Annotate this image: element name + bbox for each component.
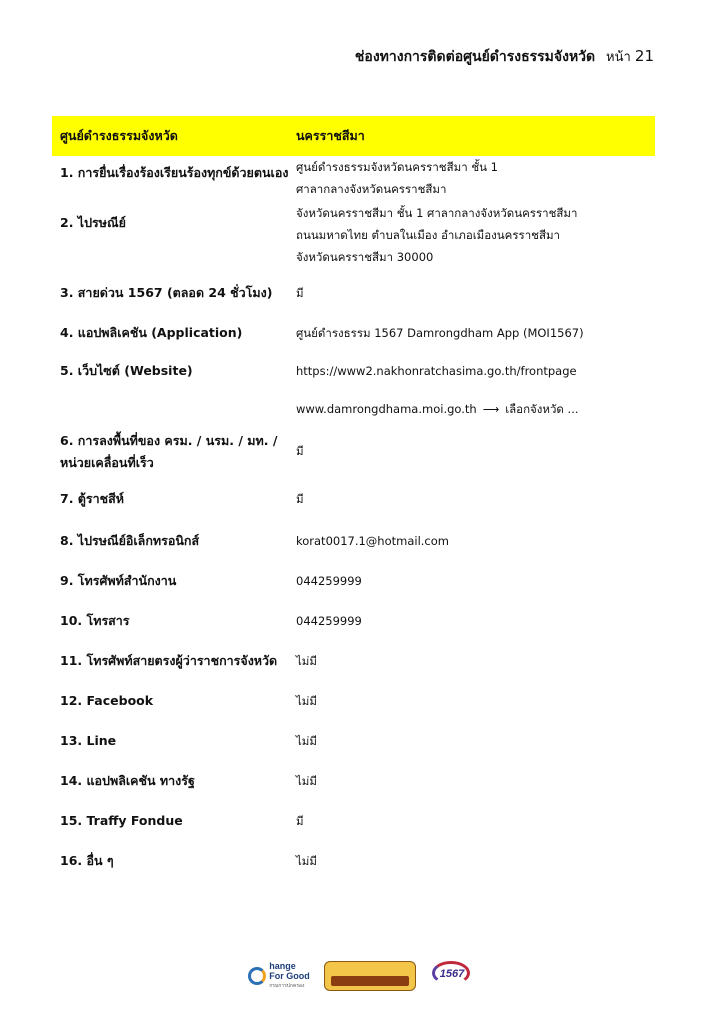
row-label: 1. การยื่นเรื่องร้องเรียนร้องทุกข์ด้วยตนเอง [60, 165, 289, 180]
change-for-good-logo: hange For Good กรมการปกครอง [248, 961, 310, 991]
row-value: มี [296, 814, 304, 828]
row-label: 2. ไปรษณีย์ [60, 215, 126, 230]
table-row [52, 268, 655, 314]
header-label: ศูนย์ดำรงธรรมจังหวัด [52, 116, 296, 156]
row-value: ไม่มี [296, 654, 317, 668]
table-row [52, 420, 655, 474]
row-label [52, 390, 296, 420]
row-value-line: จังหวัดนครราชสีมา 30000 [296, 250, 434, 264]
row-label: 4. แอปพลิเคชัน (Application) [60, 325, 243, 340]
row-value [296, 200, 655, 268]
row-value-line: จังหวัดนครราชสีมา ชั้น 1 ศาลากลางจังหวัดนครราชสีมา [296, 206, 578, 220]
row-label: 3. สายด่วน 1567 (ตลอด 24 ชั่วโมง) [60, 285, 273, 300]
row-label: 10. โทรสาร [60, 613, 130, 628]
row-value[interactable]: korat0017.1@hotmail.com [296, 534, 449, 548]
table-header-row [52, 116, 655, 156]
row-value [296, 390, 655, 420]
page-indicator [606, 47, 654, 65]
page-number: 21 [634, 47, 654, 65]
row-label-line: หน่วยเคลื่อนที่เร็ว [60, 455, 154, 470]
row-value: ไม่มี [296, 694, 317, 708]
row-label: 12. Facebook [60, 693, 154, 708]
table-row [52, 156, 655, 200]
table-row [52, 720, 655, 760]
table-row [52, 390, 655, 420]
footer-logos [0, 958, 724, 994]
header-value: นครราชสีมา [296, 116, 655, 156]
bamrung-suk-logo [324, 961, 416, 991]
table-row [52, 314, 655, 352]
row-label-line: 6. การลงพื้นที่ของ ครม. / นรม. / มท. / [60, 433, 278, 448]
page-header [355, 46, 654, 68]
row-label: 7. ตู้ราชสีห์ [60, 491, 125, 506]
row-label: 14. แอปพลิเคชัน ทางรัฐ [60, 773, 195, 788]
row-label: 16. อื่น ๆ [60, 853, 114, 868]
website-link[interactable]: www.damrongdhama.moi.go.th [296, 402, 477, 416]
row-label: 11. โทรศัพท์สายตรงผู้ว่าราชการจังหวัด [60, 653, 278, 668]
row-label: 8. ไปรษณีย์อิเล็กทรอนิกส์ [60, 533, 200, 548]
row-label [52, 420, 296, 474]
table-row [52, 200, 655, 268]
row-label: 13. Line [60, 733, 117, 748]
table-row [52, 840, 655, 880]
row-value-line: ถนนมหาดไทย ตำบลในเมือง อำเภอเมืองนครราชสีมา [296, 228, 561, 242]
table-row [52, 680, 655, 720]
table-row [52, 520, 655, 560]
row-value: 044259999 [296, 574, 362, 588]
row-value: 044259999 [296, 614, 362, 628]
arrow-right-icon: ⟶ [482, 402, 500, 416]
header-title: ช่องทางการติดต่อศูนย์ดำรงธรรมจังหวัด [354, 49, 596, 65]
row-label: 9. โทรศัพท์สำนักงาน [60, 573, 177, 588]
row-value [296, 156, 655, 200]
row-value: มี [296, 492, 304, 506]
page-label: หน้า [606, 50, 631, 65]
table-row [52, 760, 655, 800]
row-label: 5. เว็บไซต์ (Website) [60, 363, 193, 378]
table-row [52, 352, 655, 390]
banner-icon [331, 976, 409, 986]
damrongdham-1567-logo: 1567 [430, 961, 476, 991]
row-value-line: ศาลากลางจังหวัดนครราชสีมา [296, 182, 447, 196]
select-province-text: เลือกจังหวัด ... [505, 402, 579, 416]
c-ring-icon [248, 967, 266, 985]
row-value: มี [296, 444, 304, 458]
table-row [52, 800, 655, 840]
row-value-line: ศูนย์ดำรงธรรมจังหวัดนครราชสีมา ชั้น 1 [296, 160, 498, 174]
row-value: มี [296, 286, 304, 300]
row-value[interactable]: https://www2.nakhonratchasima.go.th/frontpage [296, 364, 577, 378]
row-value: ศูนย์ดำรงธรรม 1567 Damrongdham App (MOI1567) [296, 326, 584, 340]
table-row [52, 640, 655, 680]
table-row [52, 560, 655, 600]
table-row [52, 474, 655, 520]
row-value: ไม่มี [296, 734, 317, 748]
table-row [52, 600, 655, 640]
row-value: ไม่มี [296, 854, 317, 868]
contact-channels-table [52, 116, 655, 880]
row-value: ไม่มี [296, 774, 317, 788]
row-label: 15. Traffy Fondue [60, 813, 183, 828]
